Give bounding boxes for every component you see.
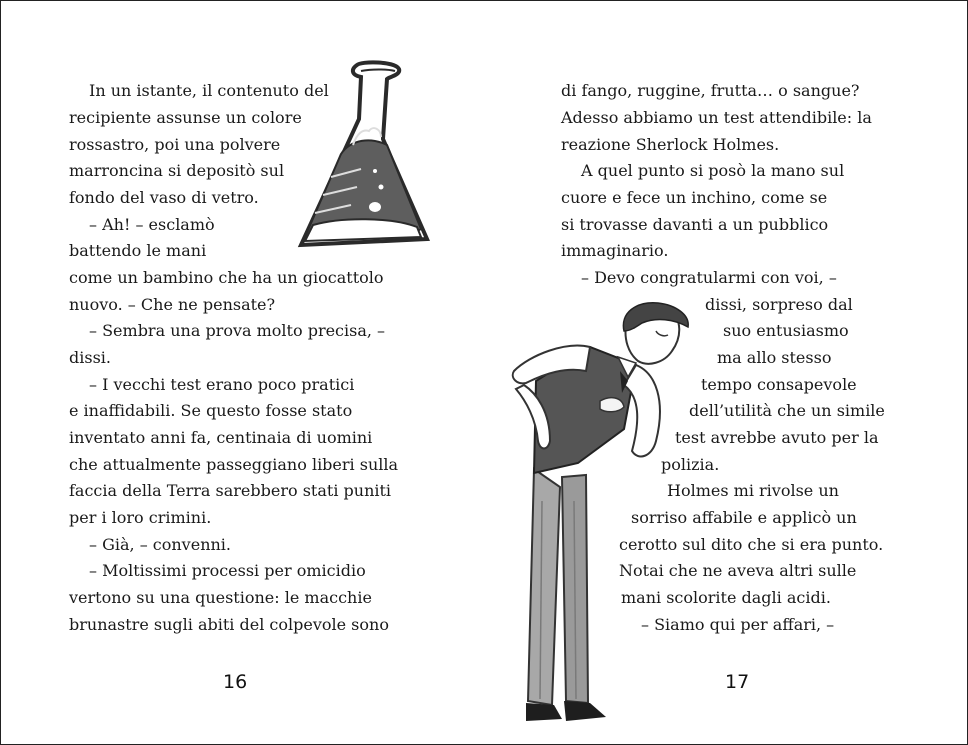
text-line: dell’utilità che un simile (689, 401, 885, 420)
text-line: Notai che ne aveva altri sulle (619, 561, 857, 580)
text-line: rossastro, poi una polvere (69, 135, 281, 154)
text-line: – Moltissimi processi per omicidio (89, 561, 366, 580)
text-line: test avrebbe avuto per la (675, 428, 879, 447)
text-line: sorriso affabile e applicò un (631, 508, 857, 527)
text-line: nuovo. – Che ne pensate? (69, 295, 276, 314)
text-line: vertono su una questione: le macchie (69, 588, 372, 607)
text-line: – Sembra una prova molto precisa, – (89, 321, 386, 340)
text-line: – I vecchi test erano poco pratici (89, 375, 355, 394)
text-line: cuore e fece un inchino, come se (561, 188, 828, 207)
text-line: ma allo stesso (717, 348, 832, 367)
text-line: In un istante, il contenuto del (89, 81, 329, 100)
text-line: fondo del vaso di vetro. (69, 188, 259, 207)
text-line: inventato anni fa, centinaia di uomini (69, 428, 373, 447)
page-number-left: 16 (223, 671, 248, 693)
text-line: come un bambino che ha un giocattolo (69, 268, 384, 287)
text-line: polizia. (661, 455, 720, 474)
text-line: – Già, – convenni. (89, 535, 231, 554)
text-line: mani scolorite dagli acidi. (621, 588, 831, 607)
text-line: A quel punto si posò la mano sul (581, 161, 845, 180)
text-line: – Devo congratularmi con voi, – (581, 268, 837, 287)
text-line: per i loro crimini. (69, 508, 212, 527)
text-line: tempo consapevole (701, 375, 857, 394)
text-line: Holmes mi rivolse un (667, 481, 839, 500)
page-number-right: 17 (725, 671, 750, 693)
text-line: Adesso abbiamo un test attendibile: la (561, 108, 872, 127)
text-line: di fango, ruggine, frutta… o sangue? (561, 81, 860, 100)
text-line: battendo le mani (69, 241, 207, 260)
text-line: immaginario. (561, 241, 669, 260)
text-line: recipiente assunse un colore (69, 108, 302, 127)
text-line: brunastre sugli abiti del colpevole sono (69, 615, 389, 634)
text-line: e inaffidabili. Se questo fosse stato (69, 401, 353, 420)
text-line: si trovasse davanti a un pubblico (561, 215, 829, 234)
text-line: cerotto sul dito che si era punto. (619, 535, 884, 554)
text-line: dissi, sorpreso dal (705, 295, 853, 314)
text-line: marroncina si depositò sul (69, 161, 285, 180)
text-line: che attualmente passeggiano liberi sulla (69, 455, 399, 474)
text-line: – Ah! – esclamò (89, 215, 215, 234)
text-line: faccia della Terra sarebbero stati puniti (69, 481, 392, 500)
text-line: – Siamo qui per affari, – (641, 615, 835, 634)
text-line: suo entusiasmo (723, 321, 849, 340)
text-line: reazione Sherlock Holmes. (561, 135, 780, 154)
text-line: dissi. (69, 348, 111, 367)
